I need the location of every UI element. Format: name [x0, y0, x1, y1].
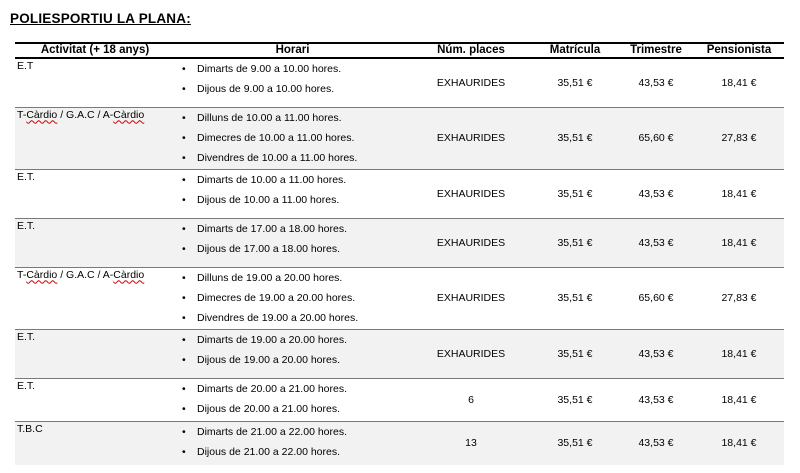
schedule-text: Dimarts de 17.00 a 18.00 hores. — [197, 222, 348, 235]
table-row — [15, 267, 784, 329]
schedule-list — [175, 59, 410, 99]
bullet-icon: • — [182, 291, 186, 304]
header-matricula: Matrícula — [532, 43, 618, 58]
schedule-item — [175, 422, 410, 442]
trimestre-cell: 43,53 € — [638, 76, 674, 89]
schedule-text: Dimarts de 19.00 a 20.00 hores. — [197, 333, 348, 346]
table-row — [15, 421, 784, 465]
schedule-item — [175, 239, 410, 259]
header-horari: Horari — [175, 43, 410, 58]
matricula-cell: 35,51 € — [557, 187, 593, 200]
bullet-icon: • — [182, 242, 186, 255]
schedule-text: Divendres de 19.00 a 20.00 hores. — [197, 311, 359, 324]
schedule-cell — [175, 378, 410, 421]
schedule-text: Dijous de 19.00 a 20.00 hores. — [197, 353, 341, 366]
table-header-row — [15, 43, 784, 58]
places-cell: EXHAURIDES — [436, 76, 506, 89]
matricula-cell: 35,51 € — [532, 329, 618, 378]
bullet-icon: • — [182, 271, 186, 284]
pensionista-cell: 18,41 € — [694, 218, 784, 267]
bullet-icon: • — [182, 402, 186, 415]
bullet-icon: • — [182, 131, 186, 144]
schedule-item — [175, 148, 410, 168]
activity-cell: T-Càrdio / G.A.C / A-Càrdio — [17, 268, 145, 281]
bullet-icon: • — [182, 151, 186, 164]
schedule-cell — [175, 329, 410, 378]
bullet-icon: • — [182, 311, 186, 324]
schedule-item — [175, 442, 410, 462]
activity-cell: E.T — [17, 60, 34, 72]
schedule-cell — [175, 421, 410, 465]
schedule-text: Dilluns de 19.00 a 20.00 hores. — [197, 271, 343, 284]
places-cell: EXHAURIDES — [410, 218, 532, 267]
schedule-cell — [175, 107, 410, 169]
activity-cell: T.B.C — [15, 421, 175, 465]
schedule-item — [175, 79, 410, 99]
schedule-text: Dijous de 20.00 a 21.00 hores. — [197, 402, 341, 415]
bullet-icon: • — [182, 222, 186, 235]
activity-cell: E.T. — [17, 379, 36, 392]
table-row — [15, 378, 784, 421]
schedule-item — [175, 330, 410, 350]
activity-cell: E.T. — [17, 170, 36, 183]
schedule-text: Divendres de 10.00 a 11.00 hores. — [197, 151, 358, 164]
schedule-text: Dimecres de 10.00 a 11.00 hores. — [197, 131, 355, 144]
schedule-list — [175, 330, 410, 370]
places-cell: 13 — [410, 421, 532, 465]
activity-cell: E.T. — [15, 329, 175, 378]
schedule-text: Dijous de 17.00 a 18.00 hores. — [197, 242, 341, 255]
matricula-cell: 35,51 € — [557, 76, 593, 89]
trimestre-cell: 43,53 € — [638, 393, 674, 406]
header-places: Núm. places — [410, 43, 532, 58]
bullet-icon: • — [182, 353, 186, 366]
schedule-list — [175, 170, 410, 210]
schedule-item — [175, 59, 410, 79]
schedule-item — [175, 128, 410, 148]
schedule-cell — [175, 218, 410, 267]
places-cell: EXHAURIDES — [436, 292, 506, 304]
schedule-text: Dilluns de 10.00 a 11.00 hores. — [197, 111, 342, 124]
schedule-text: Dijous de 10.00 a 11.00 hores. — [197, 193, 340, 206]
schedule-list — [175, 108, 410, 168]
pensionista-cell: 18,41 € — [694, 421, 784, 465]
schedule-cell — [175, 267, 410, 329]
trimestre-cell: 65,60 € — [638, 292, 674, 304]
matricula-cell: 35,51 € — [532, 107, 618, 169]
trimestre-cell: 43,53 € — [618, 218, 694, 267]
bullet-icon: • — [182, 111, 186, 124]
places-cell: 6 — [468, 393, 474, 406]
schedule-list — [175, 379, 410, 419]
trimestre-cell: 43,53 € — [618, 329, 694, 378]
schedule-item — [175, 170, 410, 190]
table-row — [15, 107, 784, 169]
header-activitat: Activitat (+ 18 anys) — [15, 43, 175, 58]
trimestre-cell: 43,53 € — [618, 421, 694, 465]
schedule-text: Dimarts de 9.00 a 10.00 hores. — [197, 63, 342, 75]
schedule-text: Dijous de 21.00 a 22.00 hores. — [197, 445, 341, 458]
trimestre-cell: 65,60 € — [618, 107, 694, 169]
schedule-item — [175, 350, 410, 370]
schedule-cell — [175, 169, 410, 218]
bullet-icon: • — [182, 173, 186, 186]
schedule-item — [175, 288, 410, 308]
trimestre-cell: 43,53 € — [638, 187, 674, 200]
schedule-item — [175, 308, 410, 328]
schedule-cell — [175, 58, 410, 107]
matricula-cell: 35,51 € — [532, 218, 618, 267]
bullet-icon: • — [182, 445, 186, 458]
table-row — [15, 58, 784, 107]
bullet-icon: • — [182, 193, 186, 206]
places-cell: EXHAURIDES — [410, 107, 532, 169]
bullet-icon: • — [182, 382, 186, 395]
schedule-text: Dimarts de 10.00 a 11.00 hores. — [197, 173, 347, 186]
bullet-icon: • — [182, 333, 186, 346]
bullet-icon: • — [182, 63, 186, 75]
schedule-list — [175, 268, 410, 328]
schedule-item — [175, 108, 410, 128]
places-cell: EXHAURIDES — [410, 329, 532, 378]
schedule-list — [175, 219, 410, 259]
pensionista-cell: 18,41 € — [721, 76, 757, 89]
schedule-item — [175, 379, 410, 399]
activity-cell: T-Càrdio / G.A.C / A-Càrdio — [15, 107, 175, 169]
pensionista-cell: 27,83 € — [721, 292, 757, 304]
pensionista-cell: 18,41 € — [694, 329, 784, 378]
pensionista-cell: 18,41 € — [721, 393, 757, 406]
schedule-item — [175, 190, 410, 210]
schedule-text: Dimarts de 20.00 a 21.00 hores. — [197, 382, 348, 395]
matricula-cell: 35,51 € — [557, 393, 593, 406]
schedule-text: Dimarts de 21.00 a 22.00 hores. — [197, 425, 348, 438]
schedule-item — [175, 268, 410, 288]
places-cell: EXHAURIDES — [436, 187, 506, 200]
header-pensionista: Pensionista — [694, 43, 784, 58]
table-row — [15, 169, 784, 218]
matricula-cell: 35,51 € — [532, 421, 618, 465]
activity-cell: E.T. — [15, 218, 175, 267]
schedule-text: Dimecres de 19.00 a 20.00 hores. — [197, 291, 356, 304]
schedule-text: Dijous de 9.00 a 10.00 hores. — [197, 83, 335, 95]
schedule-table — [15, 42, 784, 465]
table-row — [15, 218, 784, 267]
bullet-icon: • — [182, 83, 186, 95]
header-trimestre: Trimestre — [618, 43, 694, 58]
page-title: POLIESPORTIU LA PLANA: — [10, 11, 191, 26]
table-row — [15, 329, 784, 378]
pensionista-cell: 18,41 € — [721, 187, 757, 200]
schedule-list — [175, 422, 410, 462]
bullet-icon: • — [182, 425, 186, 438]
pensionista-cell: 27,83 € — [694, 107, 784, 169]
schedule-item — [175, 399, 410, 419]
schedule-item — [175, 219, 410, 239]
matricula-cell: 35,51 € — [557, 292, 593, 304]
